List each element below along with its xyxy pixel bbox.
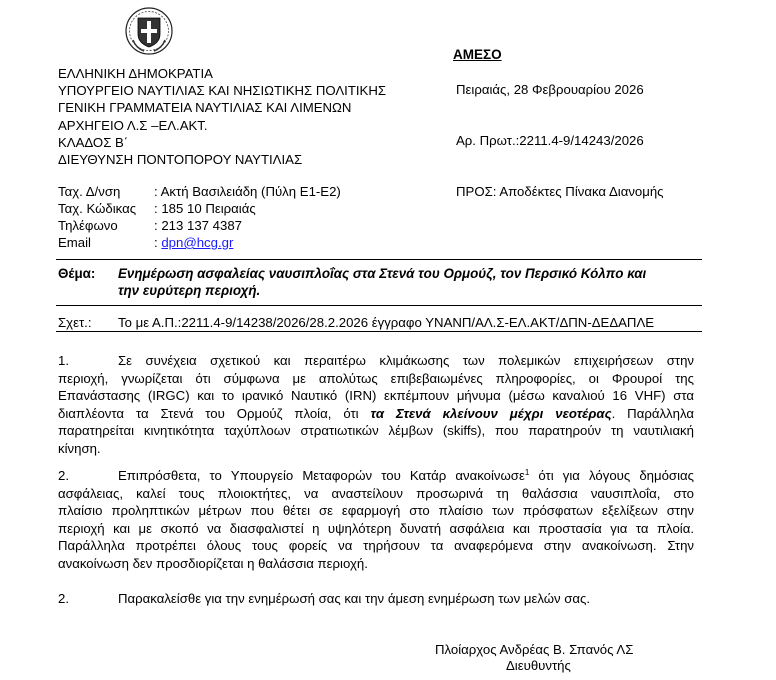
paragraph-3 (58, 590, 694, 608)
document-date: Πειραιάς, 28 Φεβρουαρίου 2026 (456, 82, 644, 97)
urgency-label: ΑΜΕΣΟ (453, 47, 502, 62)
email-link[interactable]: dpn@hcg.gr (161, 235, 234, 250)
emphasis-text: τα Στενά κλείνουν μέχρι νεοτέρας (370, 405, 612, 421)
paragraph-text: Σε συνέχεια σχετικού και περαιτέρω κλιμάκωσης των πολεμικών επιχειρήσεων στην (118, 353, 694, 368)
footnote-marker[interactable]: 1 (524, 468, 530, 477)
subject-label: Θέμα: (58, 266, 96, 281)
paragraph-line (58, 352, 694, 370)
paragraph-line: Παράλληλα προτρέπει όλους τους φορείς να τηρήσουν τα αναφερόμενα στην ανακοίνωση. Στην (58, 538, 694, 554)
email-value-wrap (154, 234, 233, 251)
paragraph-line: παρατηρείται κινητικότητα ταχύπλοων στρατιωτικών λέμβων (skiffs), που παρατηρούν τη ναυτιλιακή (58, 423, 694, 439)
paragraph-text: διαπλέοντα τα Στενά του Ορμούζ πλοία, ότι (58, 405, 371, 421)
reference-text: Το με Α.Π.:2211.4-9/14238/2026/28.2.2026 έγγραφο ΥΝΑΝΠ/ΑΛ.Σ-ΕΛ.ΑΚΤ/ΔΠΝ-ΔΕΔΑΠΛΕ (118, 315, 655, 330)
paragraph-line: ανακοίνωση δεν προσδιορίζεται η θαλάσσια περιοχή. (58, 555, 368, 571)
phone-label: Τηλέφωνο (58, 218, 118, 233)
org-line: ΔΙΕΥΘΥΝΣΗ ΠΟΝΤΟΠΟΡΟΥ ΝΑΥΤΙΛΙΑΣ (58, 151, 303, 167)
paragraph-line: περιοχή και με σκοπό να διασφαλιστεί η υψηλότερη δυνατή ασφάλεια και προστασία για τα πλοία. (58, 520, 694, 536)
address-value: : Ακτή Βασιλειάδη (Πύλη Ε1-Ε2) (154, 184, 341, 199)
paragraph-line: Επανάστασης (IRGC) και το ιρανικό Ναυτικό (IRN) εκπέμπουν μήνυμα (μέσω καναλιού 16 VHF) στα (58, 388, 694, 404)
greek-coat-of-arms-icon (124, 6, 174, 56)
subject-text-line-1: Ενημέρωση ασφαλείας ναυσιπλοΐας στα Στενά του Ορμούζ, τον Περσικό Κόλπο και (118, 266, 647, 281)
divider (56, 259, 702, 260)
org-line: ΚΛΑΔΟΣ Β΄ (58, 134, 129, 150)
org-line: ΥΠΟΥΡΓΕΙΟ ΝΑΥΤΙΛΙΑΣ ΚΑΙ ΝΗΣΙΩΤΙΚΗΣ ΠΟΛΙΤΙΚΗΣ (58, 83, 387, 99)
phone-value: : 213 137 4387 (154, 218, 242, 233)
paragraph-2 (58, 467, 694, 573)
paragraph-line (58, 405, 694, 423)
paragraph-number: 1. (58, 353, 69, 368)
postcode-value: : 185 10 Πειραιάς (154, 201, 256, 216)
reference-label: Σχετ.: (58, 315, 92, 330)
issuing-organization (58, 65, 386, 168)
paragraph-text: Επιπρόσθετα, το Υπουργείο Μεταφορών του Κατάρ ανακοίνωσε (118, 468, 525, 483)
contact-row-phone (58, 217, 341, 234)
address-label: Ταχ. Δ/νση (58, 184, 121, 199)
contact-row-address (58, 183, 341, 200)
paragraph-text: . Παράλληλα (611, 405, 694, 421)
paragraph-text: Παρακαλείσθε για την ενημέρωσή σας και την άμεση ενημέρωση των μελών σας. (118, 591, 591, 606)
recipients: ΠΡΟΣ: Αποδέκτες Πίνακα Διανομής (456, 184, 664, 199)
org-line: ΑΡΧΗΓΕΙΟ Λ.Σ –ΕΛ.ΑΚΤ. (58, 117, 208, 133)
divider (56, 305, 702, 306)
paragraph-line (58, 590, 694, 608)
paragraph-line: ασφάλειας, καλεί τους πλοιοκτήτες, να αναστείλουν προσωρινά τη θαλάσσια ναυσιπλοΐα, στο (58, 485, 694, 501)
paragraph-number: 2. (58, 591, 69, 606)
email-label: Email (58, 235, 91, 250)
contact-row-email (58, 234, 341, 251)
org-line: ΕΛΛΗΝΙΚΗ ΔΗΜΟΚΡΑΤΙΑ (58, 66, 213, 81)
signatory-name: Πλοίαρχος Ανδρέας Β. Σπανός ΛΣ (435, 642, 634, 657)
protocol-number: Αρ. Πρωτ.:2211.4-9/14243/2026 (456, 133, 644, 148)
subject-text-line-2: την ευρύτερη περιοχή. (118, 283, 261, 298)
paragraph-1 (58, 352, 694, 458)
paragraph-line: περιοχή, γνωρίζεται ότι σύμφωνα με απολύτως επιβεβαιωμένες πληροφορίες, οι Φρουροί της (58, 370, 694, 386)
divider (56, 331, 702, 332)
paragraph-number: 2. (58, 468, 69, 483)
paragraph-text: ότι για λόγους δημόσιας (529, 468, 694, 483)
paragraph-line (58, 467, 694, 485)
postcode-label: Ταχ. Κώδικας (58, 201, 137, 216)
paragraph-line: κίνηση. (58, 440, 101, 456)
contact-row-postcode (58, 200, 341, 217)
email-separator: : (154, 235, 162, 250)
signatory-title: Διευθυντής (506, 658, 571, 673)
paragraph-line: πλαίσιο προληπτικών μέτρων που θέτει σε εφαρμογή στο πλαίσιο των πρόσφατων εξελίξεων στην (58, 503, 694, 519)
org-line: ΓΕΝΙΚΗ ΓΡΑΜΜΑΤΕΙΑ ΝΑΥΤΙΛΙΑΣ ΚΑΙ ΛΙΜΕΝΩΝ (58, 100, 352, 116)
contact-details (58, 183, 341, 251)
